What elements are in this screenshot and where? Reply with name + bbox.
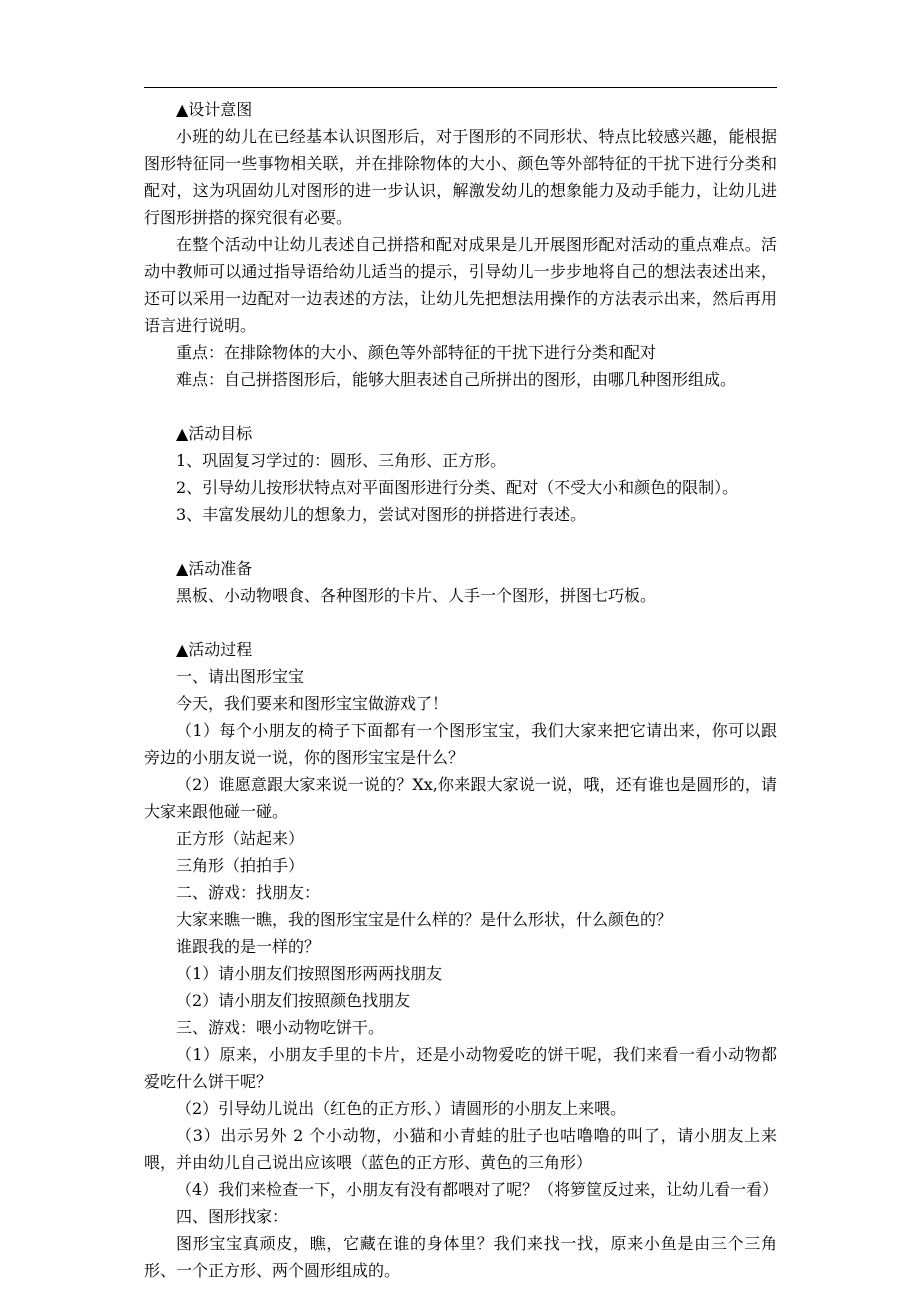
paragraph: 谁跟我的是一样的？ bbox=[176, 937, 321, 956]
paragraph: 二、游戏：找朋友： bbox=[176, 883, 321, 902]
paragraph: 3、丰富发展幼儿的想象力，尝试对图形的拼搭进行表述。 bbox=[176, 505, 587, 524]
paragraph: （2）谁愿意跟大家来说一说的？Xx,你来跟大家说一说，哦，还有谁也是圆形的，请大家来跟他碰一碰。 bbox=[144, 775, 777, 821]
paragraph: 在整个活动中让幼儿表述自己拼搭和配对成果是儿开展图形配对活动的重点难点。活动中教师可以通过指导语给幼儿适当的提示，引导幼儿一步步地将自己的想法表述出来，还可以采用一边配对一边表述的方法，让幼儿先把想法用操作的方法表示出来，然后再用语言进行说明。 bbox=[144, 235, 777, 335]
blank-line bbox=[144, 393, 777, 420]
paragraph: 图形宝宝真顽皮，瞧，它藏在谁的身体里？我们来找一找，原来小鱼是由三个三角形、一个正方形、两个圆形组成的。 bbox=[144, 1234, 777, 1280]
paragraph: 正方形（站起来） bbox=[176, 829, 305, 848]
blank-line bbox=[144, 528, 777, 555]
paragraph: （1）每个小朋友的椅子下面都有一个图形宝宝，我们大家来把它请出来，你可以跟旁边的小朋友说一说，你的图形宝宝是什么？ bbox=[144, 721, 777, 767]
paragraph: 三、游戏：喂小动物吃饼干。 bbox=[176, 1018, 385, 1037]
paragraph: 黑板、小动物喂食、各种图形的卡片、人手一个图形，拼图七巧板。 bbox=[176, 586, 657, 605]
paragraph: （2）引导幼儿说出（红色的正方形、）请圆形的小朋友上来喂。 bbox=[176, 1099, 627, 1118]
paragraph: （2）请小朋友们按照颜色找朋友 bbox=[176, 991, 411, 1010]
document-body bbox=[144, 96, 777, 1284]
paragraph: 一、请出图形宝宝 bbox=[176, 667, 305, 686]
paragraph: ▲设计意图 bbox=[176, 100, 253, 119]
paragraph: 难点：自己拼搭图形后，能够大胆表述自己所拼出的图形，由哪几种图形组成。 bbox=[176, 370, 737, 389]
paragraph: 今天，我们要来和图形宝宝做游戏了！ bbox=[176, 694, 449, 713]
paragraph: ▲活动准备 bbox=[176, 559, 253, 578]
paragraph: 三角形（拍拍手） bbox=[176, 856, 305, 875]
paragraph: 四、图形找家： bbox=[176, 1207, 289, 1226]
paragraph: （1）请小朋友们按照图形两两找朋友 bbox=[176, 964, 443, 983]
header-divider-line bbox=[144, 87, 777, 88]
paragraph: 大家来瞧一瞧，我的图形宝宝是什么样的？是什么形状，什么颜色的？ bbox=[176, 910, 673, 929]
blank-line bbox=[144, 609, 777, 636]
paragraph: 2、引导幼儿按形状特点对平面图形进行分类、配对（不受大小和颜色的限制）。 bbox=[176, 478, 739, 497]
paragraph: （3）出示另外 2 个小动物，小猫和小青蛙的肚子也咕噜噜的叫了，请小朋友上来喂，并由幼儿自己说出应该喂（蓝色的正方形、黄色的三角形） bbox=[144, 1126, 777, 1172]
paragraph: 小班的幼儿在已经基本认识图形后，对于图形的不同形状、特点比较感兴趣，能根据图形特征同一些事物相关联，并在排除物体的大小、颜色等外部特征的干扰下进行分类和配对，这为巩固幼儿对图形的进一步认识，解激发幼儿的想象能力及动手能力，让幼儿进行图形拼搭的探究很有必要。 bbox=[144, 127, 777, 227]
paragraph: （1）原来，小朋友手里的卡片，还是小动物爱吃的饼干呢，我们来看一看小动物都爱吃什么饼干呢？ bbox=[144, 1045, 777, 1091]
paragraph: 重点：在排除物体的大小、颜色等外部特征的干扰下进行分类和配对 bbox=[176, 343, 657, 362]
paragraph: （4）我们来检查一下，小朋友有没有都喂对了呢？（将箩筐反过来，让幼儿看一看） bbox=[176, 1180, 779, 1199]
paragraph: 1、巩固复习学过的：圆形、三角形、正方形。 bbox=[176, 451, 507, 470]
paragraph: ▲活动目标 bbox=[176, 424, 253, 443]
paragraph: ▲活动过程 bbox=[176, 640, 253, 659]
